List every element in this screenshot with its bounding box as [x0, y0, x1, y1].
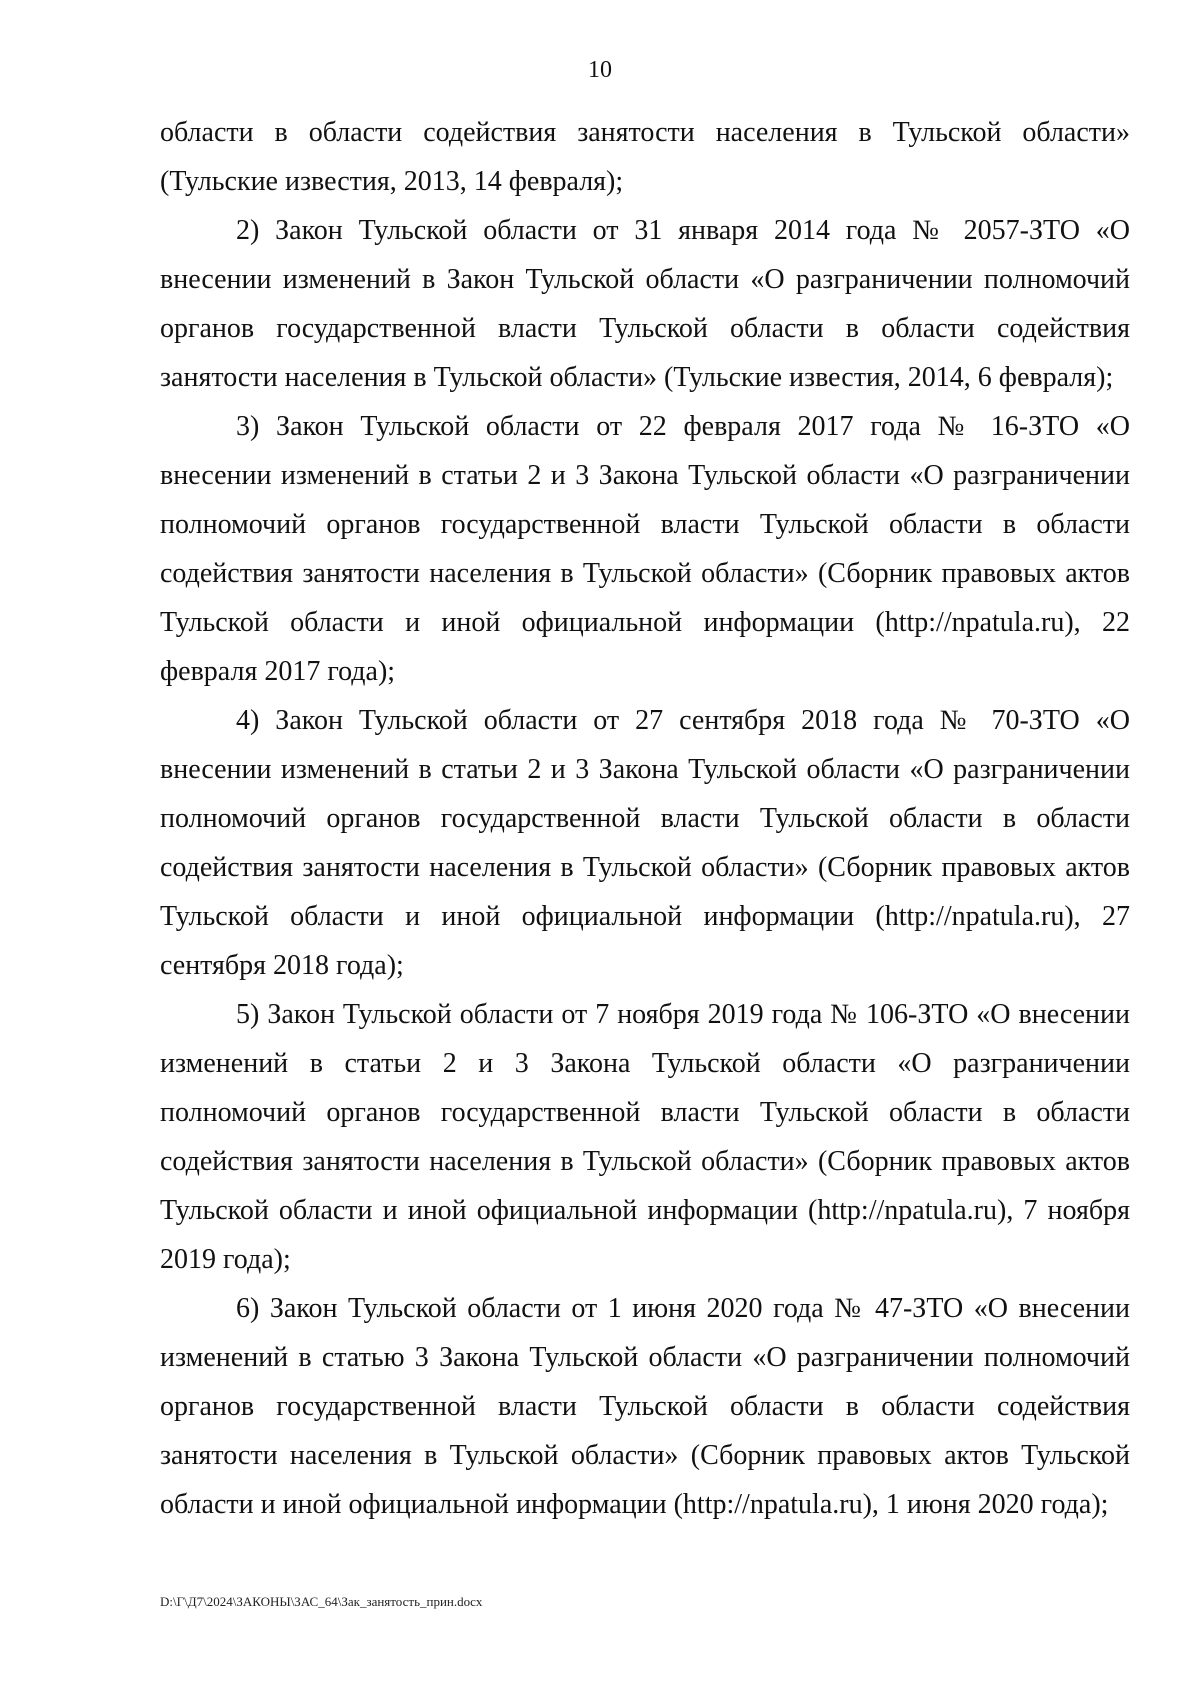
page-number: 10 [588, 57, 612, 83]
paragraph-item-5: 5) Закон Тульской области от 7 ноября 2019 года № 106-ЗТО «О внесении изменений в статьи 2 и 3 Закона Тульской области «О разграничении полномочий органов государственной власти Тульской области в области содействия занятости населения в Тульской области» (Сборник правовых актов Тульской области и иной официальной информации (http://npatula.ru), 7 ноября 2019 года); [160, 999, 1130, 1275]
paragraph-continuation: области в области содействия занятости населения в Тульской области» (Тульские известия, 2013, 14 февраля); [160, 117, 1130, 197]
paragraph-item-6: 6) Закон Тульской области от 1 июня 2020 года № 47-ЗТО «О внесении изменений в статью 3 Закона Тульской области «О разграничении полномочий органов государственной власти Тульской области в области содействия занятости населения в Тульской области» (Сборник правовых актов Тульской области и иной официальной информации (http://npatula.ru), 1 июня 2020 года); [160, 1293, 1130, 1520]
paragraph-item-3: 3) Закон Тульской области от 22 февраля 2017 года № 16-ЗТО «О внесении изменений в статьи 2 и 3 Закона Тульской области «О разграничении полномочий органов государственной власти Тульской области в области содействия занятости населения в Тульской области» (Сборник правовых актов Тульской области и иной официальной информации (http://npatula.ru), 22 февраля 2017 года); [160, 411, 1130, 687]
paragraph-item-2: 2) Закон Тульской области от 31 января 2014 года № 2057-ЗТО «О внесении изменений в Закон Тульской области «О разграничении полномочий органов государственной власти Тульской области в области содействия занятости населения в Тульской области» (Тульские известия, 2014, 6 февраля); [160, 215, 1130, 393]
document-body [160, 108, 1130, 1529]
footer-file-path: D:\Г\Д7\2024\ЗАКОНЫ\ЗАС_64\Зак_занятость_прин.docx [160, 1594, 483, 1609]
paragraph-item-4: 4) Закон Тульской области от 27 сентября 2018 года № 70-ЗТО «О внесении изменений в статьи 2 и 3 Закона Тульской области «О разграничении полномочий органов государственной власти Тульской области в области содействия занятости населения в Тульской области» (Сборник правовых актов Тульской области и иной официальной информации (http://npatula.ru), 27 сентября 2018 года); [160, 705, 1130, 981]
